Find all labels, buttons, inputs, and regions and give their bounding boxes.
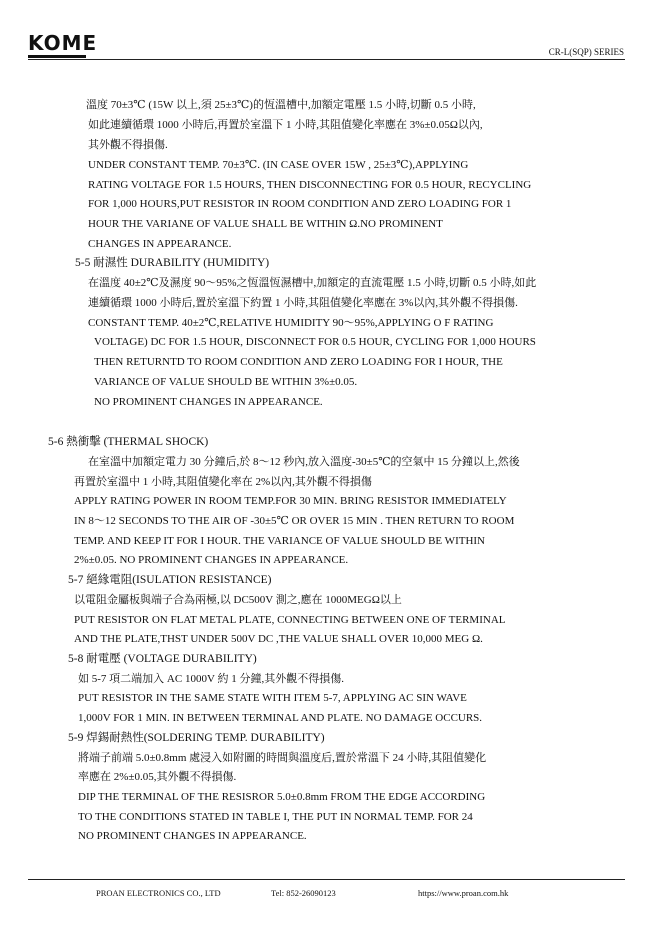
body-line: TO THE CONDITIONS STATED IN TABLE I, THE PUT IN NORMAL TEMP. FOR 24 [78,811,473,823]
header-divider [28,59,625,60]
body-line: UNDER CONSTANT TEMP. 70±3℃. (IN CASE OVER 15W , 25±3℃),APPLYING [88,159,469,171]
body-line: VARIANCE OF VALUE SHOULD BE WITHIN 3%±0.05. [94,376,358,388]
footer-phone: Tel: 852-26090123 [271,888,336,898]
body-line: 其外觀不得損傷. [88,139,168,151]
section-heading-5-6: 5-6 熱衝擊 (THERMAL SHOCK) [48,436,209,448]
body-line: TEMP. AND KEEP IT FOR I HOUR. THE VARIANCE OF VALUE SHOULD BE WITHIN [74,535,485,547]
body-line: 再置於室溫中 1 小時,其阻值變化率在 2%以內,其外觀不得損傷 [74,476,372,488]
body-line: 率應在 2%±0.05,其外觀不得損傷. [78,771,237,783]
body-line: RATING VOLTAGE FOR 1.5 HOURS, THEN DISCONNECTING FOR 0.5 HOUR, RECYCLING [88,179,532,191]
body-line: HOUR THE VARIANE OF VALUE SHALL BE WITHIN Ω.NO PROMINENT [88,218,443,230]
section-heading-5-7: 5-7 絕緣電阻(ISULATION RESISTANCE) [68,574,272,586]
body-line: CONSTANT TEMP. 40±2℃,RELATIVE HUMIDITY 90～95%,APPLYING O F RATING [88,317,494,329]
footer-divider [28,879,625,880]
body-line: 在室溫中加額定電力 30 分鐘后,於 8～12 秒內,放入溫度-30±5℃的空氣中 15 分鐘以上,然後 [88,456,520,468]
body-line: VOLTAGE) DC FOR 1.5 HOUR, DISCONNECT FOR 0.5 HOUR, CYCLING FOR 1,000 HOURS [94,336,536,348]
section-heading-5-5: 5-5 耐濕性 DURABILITY (HUMIDITY) [75,257,270,269]
footer-website: https://www.proan.com.hk [418,888,509,898]
body-line: 1,000V FOR 1 MIN. IN BETWEEN TERMINAL AND PLATE. NO DAMAGE OCCURS. [78,712,483,724]
body-line: 2%±0.05. NO PROMINENT CHANGES IN APPEARANCE. [74,554,349,566]
body-line: AND THE PLATE,THST UNDER 500V DC ,THE VALUE SHALL OVER 10,000 MEG Ω. [74,633,483,645]
section-heading-5-9: 5-9 焊錫耐熱性(SOLDERING TEMP. DURABILITY) [68,732,325,744]
body-line: 溫度 70±3℃ (15W 以上,須 25±3℃)的恆溫槽中,加額定電壓 1.5 小時,切斷 0.5 小時, [86,99,476,111]
body-line: NO PROMINENT CHANGES IN APPEARANCE. [78,830,307,842]
body-line: PUT RESISTOR ON FLAT METAL PLATE, CONNECTING BETWEEN ONE OF TERMINAL [74,614,506,626]
body-line: 以電阻金屬板與端子合為兩極,以 DC500V 測之,應在 1000MEGΩ以上 [74,594,402,606]
body-line: 在溫度 40±2℃及濕度 90～95%之恆溫恆濕槽中,加額定的直流電壓 1.5 小時,切斷 0.5 小時,如此 [88,277,537,289]
body-line: CHANGES IN APPEARANCE. [88,238,232,250]
body-line: APPLY RATING POWER IN ROOM TEMP.FOR 30 MIN. BRING RESISTOR IMMEDIATELY [74,495,507,507]
body-line: NO PROMINENT CHANGES IN APPEARANCE. [94,396,323,408]
body-line: 將端子前端 5.0±0.8mm 處浸入如附圖的時間與溫度后,置於常溫下 24 小時,其阻值變化 [78,752,487,764]
body-line: FOR 1,000 HOURS,PUT RESISTOR IN ROOM CONDITION AND ZERO LOADING FOR 1 [88,198,512,210]
body-line: THEN RETURNTD TO ROOM CONDITION AND ZERO LOADING FOR I HOUR, THE [94,356,503,368]
series-label: CR-L(SQP) SERIES [548,47,624,57]
body-line: 如 5-7 項二端加入 AC 1000V 約 1 分鐘,其外觀不得損傷. [78,673,344,685]
logo-underline [28,55,86,58]
footer-company: PROAN ELECTRONICS CO., LTD [96,888,221,898]
body-line: 如此連續循環 1000 小時后,再置於室溫下 1 小時,其阻值變化率應在 3%±0.05Ω以內, [88,119,483,131]
body-line: PUT RESISTOR IN THE SAME STATE WITH ITEM 5-7, APPLYING AC SIN WAVE [78,692,467,704]
section-heading-5-8: 5-8 耐電壓 (VOLTAGE DURABILITY) [68,653,257,665]
company-logo: KOME [28,31,98,55]
body-line: DIP THE TERMINAL OF THE RESISROR 5.0±0.8mm FROM THE EDGE ACCORDING [78,791,486,803]
body-line: IN 8～12 SECONDS TO THE AIR OF -30±5℃ OR OVER 15 MIN . THEN RETURN TO ROOM [74,515,515,527]
body-line: 連續循環 1000 小時后,置於室溫下約置 1 小時,其阻值變化率應在 3%以內,其外觀不得損傷. [88,297,518,309]
